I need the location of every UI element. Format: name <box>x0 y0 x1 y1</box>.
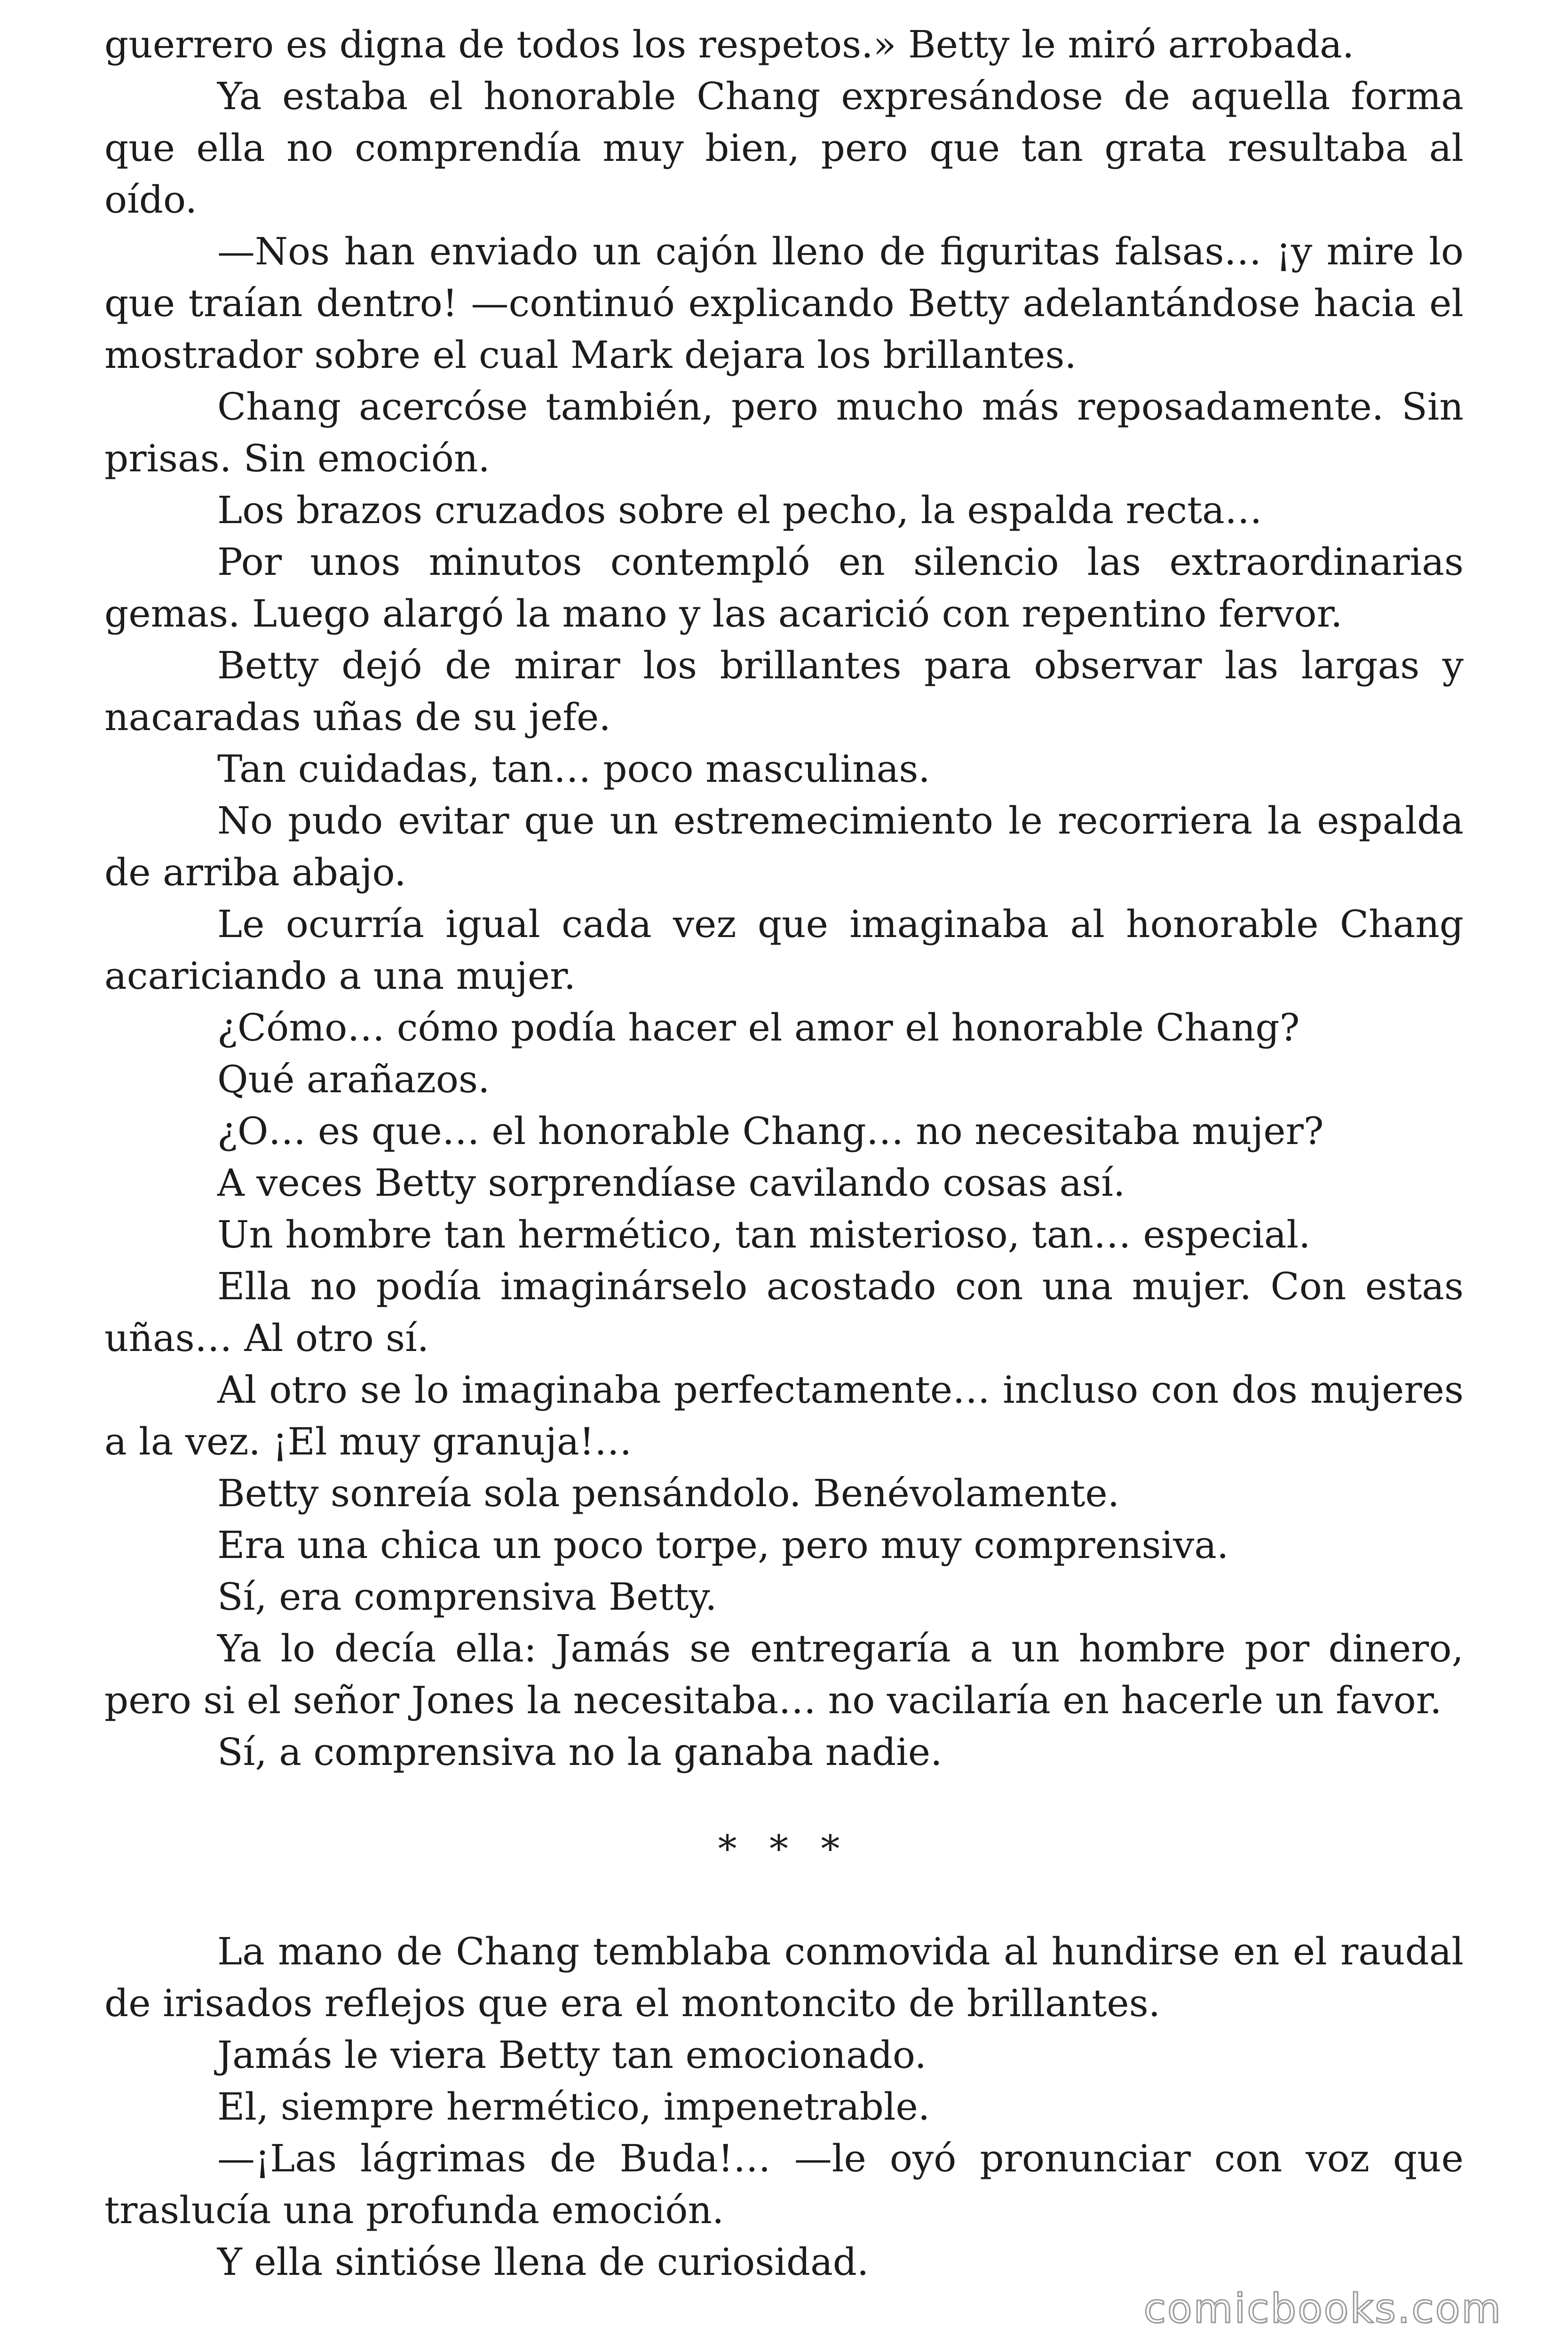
paragraph: Sí, era comprensiva Betty. <box>217 1575 717 1619</box>
paragraph: Qué arañazos. <box>217 1057 490 1101</box>
paragraph: A veces Betty sorprendíase cavilando cosas así. <box>217 1161 1125 1205</box>
paragraph: Era una chica un poco torpe, pero muy comprensiva. <box>217 1523 1229 1567</box>
paragraph: Al otro se lo imaginaba perfectamente… incluso con dos mujeres a la vez. ¡El muy granuja!… <box>104 1368 1464 1463</box>
paragraph: ¿Cómo… cómo podía hacer el amor el honorable Chang? <box>217 1006 1300 1049</box>
section-separator: * * * <box>718 1827 850 1871</box>
text-section-top <box>104 19 1464 1778</box>
paragraph: —Nos han enviado un cajón lleno de figuritas falsas… ¡y mire lo que traían dentro! —continuó explicando Betty adelantándose hacia el mostrador sobre el cual Mark dejara los brillantes. <box>104 230 1464 377</box>
paragraph: Ella no podía imaginárselo acostado con una mujer. Con estas uñas… Al otro sí. <box>104 1264 1464 1360</box>
paragraph: La mano de Chang temblaba conmovida al hundirse en el raudal de irisados reflejos que era el montoncito de brillantes. <box>104 1930 1464 2025</box>
paragraph: —¡Las lágrimas de Buda!… —le oyó pronunciar con voz que traslucía una profunda emoción. <box>104 2137 1464 2232</box>
paragraph: Los brazos cruzados sobre el pecho, la espalda recta… <box>217 488 1262 532</box>
paragraph: Por unos minutos contempló en silencio las extraordinarias gemas. Luego alargó la mano y las acarició con repentino fervor. <box>104 540 1464 636</box>
paragraph: Tan cuidadas, tan… poco masculinas. <box>217 747 930 791</box>
paragraph: El, siempre hermético, impenetrable. <box>217 2085 930 2129</box>
book-page <box>104 19 1464 2314</box>
paragraph: Ya lo decía ella: Jamás se entregaría a un hombre por dinero, pero si el señor Jones la necesitaba… no vacilaría en hacerle un favor. <box>104 1627 1464 1722</box>
paragraph: No pudo evitar que un estremecimiento le recorriera la espalda de arriba abajo. <box>104 799 1464 894</box>
paragraph: Sí, a comprensiva no la ganaba nadie. <box>217 1730 942 1774</box>
paragraph: Le ocurría igual cada vez que imaginaba al honorable Chang acariciando a una mujer. <box>104 902 1464 998</box>
paragraph: Betty dejó de mirar los brillantes para observar las largas y nacaradas uñas de su jefe. <box>104 644 1464 739</box>
text-section-bottom <box>104 1926 1464 2288</box>
paragraph: ¿O… es que… el honorable Chang… no necesitaba mujer? <box>217 1109 1324 1153</box>
paragraph: Jamás le viera Betty tan emocionado. <box>217 2033 927 2077</box>
paragraph: Chang acercóse también, pero mucho más reposadamente. Sin prisas. Sin emoción. <box>104 385 1464 480</box>
paragraph: Un hombre tan hermético, tan misterioso, tan… especial. <box>217 1213 1311 1256</box>
paragraph: guerrero es digna de todos los respetos.» Betty le miró arrobada. <box>104 23 1354 66</box>
paragraph: Betty sonreía sola pensándolo. Benévolamente. <box>217 1471 1120 1515</box>
watermark-logo: comicbooks.com <box>1143 2285 1502 2332</box>
paragraph: Y ella sintióse llena de curiosidad. <box>217 2240 869 2284</box>
paragraph: Ya estaba el honorable Chang expresándose de aquella forma que ella no comprendía muy bien, pero que tan grata resultaba al oído. <box>104 74 1464 222</box>
